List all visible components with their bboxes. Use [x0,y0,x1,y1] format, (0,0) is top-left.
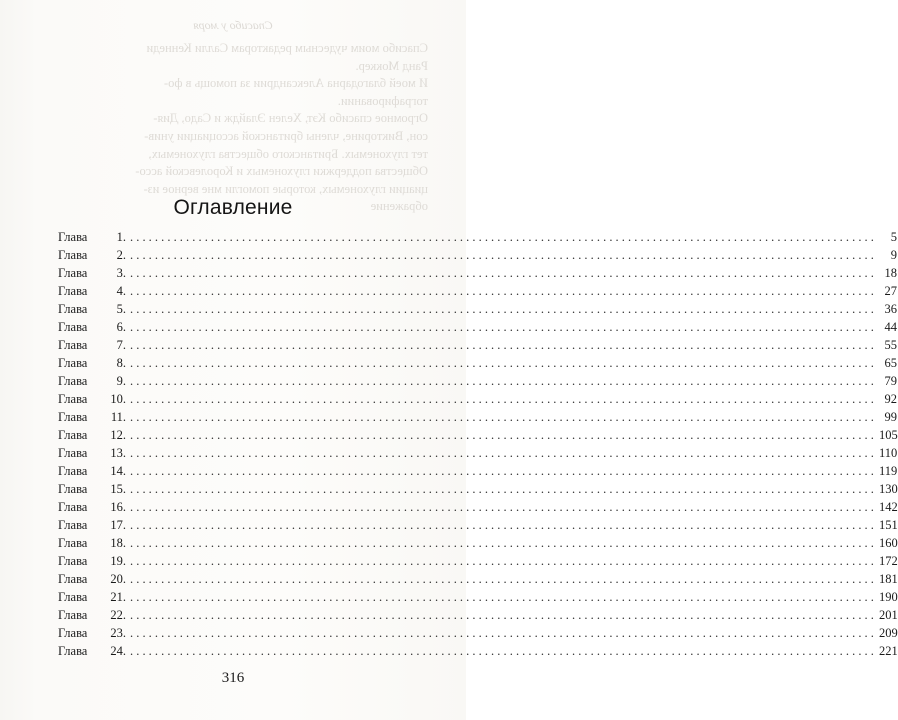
chapter-number: 19. [110,554,126,568]
chapter-word: Глава [58,446,88,460]
chapter-word: Глава [58,500,88,514]
toc-entry [58,608,898,626]
dot-leader: ........................................................................................................................ [130,446,877,460]
chapter-page: 181 [879,572,898,586]
bleed-through-line: Ранд Моккер. [355,58,428,73]
chapter-number: 21. [110,590,126,604]
chapter-page: 5 [890,230,897,244]
bleed-through-line: Спасибо моим чудесным редакторам Салли Кеннеди [146,41,428,55]
toc-entry [58,320,897,338]
chapter-page: 151 [879,518,898,532]
dot-leader: ........................................................................................................................ [130,338,877,352]
dot-leader: ........................................................................................................................ [130,356,877,370]
dot-leader: ........................................................................................................................ [130,464,877,478]
chapter-word: Глава [58,464,88,478]
chapter-page: 119 [879,464,898,478]
chapter-word: Глава [58,590,88,604]
dot-leader: ........................................................................................................................ [130,266,877,280]
toc-entry [58,266,897,284]
chapter-page: 142 [879,500,898,514]
chapter-page: 65 [884,356,897,370]
bleed-through-line: циации глухонемых, которые помогли мне верное из- [143,181,428,196]
dot-leader: ........................................................................................................................ [130,536,877,550]
chapter-page: 18 [884,266,897,280]
toc-entry [58,230,897,248]
chapter-page: 201 [879,608,898,622]
chapter-number: 7. [116,338,126,352]
chapter-word: Глава [58,482,88,496]
chapter-word: Глава [58,356,88,370]
toc-entry [58,410,897,428]
dot-leader: ........................................................................................................................ [130,608,877,622]
chapter-page: 209 [879,626,898,640]
chapter-word: Глава [58,374,88,388]
chapter-word: Глава [58,230,88,244]
chapter-word: Глава [58,644,88,658]
dot-leader: ........................................................................................................................ [130,428,877,442]
toc-entry [58,518,898,536]
toc-entry [58,428,898,446]
chapter-page: 79 [884,374,897,388]
chapter-word: Глава [58,338,88,352]
dot-leader: ........................................................................................................................ [130,626,877,640]
toc-entry [58,536,898,554]
chapter-word: Глава [58,608,88,622]
chapter-number: 14. [110,464,126,478]
toc-entry [58,626,898,644]
chapter-page: 130 [879,482,898,496]
chapter-word: Глава [58,572,88,586]
chapter-page: 55 [884,338,897,352]
dot-leader: ........................................................................................................................ [130,230,877,244]
dot-leader: ........................................................................................................................ [130,590,877,604]
chapter-word: Глава [58,536,88,550]
toc-entry [58,392,897,410]
bleed-through-line: тет глухонемых. Британского общества глухонемых, [148,146,428,161]
toc-entry [58,590,898,608]
bleed-through-line: тографировании. [337,93,428,108]
chapter-number: 4. [116,284,126,298]
chapter-number: 20. [110,572,126,586]
toc-entry [58,554,898,572]
toc-entry [58,284,897,302]
toc-entry [58,356,897,374]
toc-entry [58,302,897,320]
chapter-number: 11. [110,410,126,424]
chapter-word: Глава [58,410,88,424]
chapter-number: 5. [116,302,126,316]
toc-entry [58,374,897,392]
bleed-through-text [48,40,428,216]
chapter-number: 10. [110,392,126,406]
chapter-page: 160 [879,536,898,550]
chapter-page: 190 [879,590,898,604]
chapter-word: Глава [58,320,88,334]
chapter-word: Глава [58,266,88,280]
chapter-page: 99 [884,410,897,424]
chapter-number: 13. [110,446,126,460]
chapter-word: Глава [58,518,88,532]
chapter-word: Глава [58,428,88,442]
chapter-page: 92 [884,392,897,406]
toc-title: Оглавление [173,196,293,219]
dot-leader: ........................................................................................................................ [130,500,877,514]
dot-leader: ........................................................................................................................ [130,644,877,658]
chapter-number: 1. [116,230,126,244]
chapter-word: Глава [58,554,88,568]
chapter-page: 110 [879,446,898,460]
chapter-page: 172 [879,554,898,568]
toc-entry [58,338,897,356]
chapter-number: 24. [110,644,126,658]
toc-entry [58,644,898,662]
toc-entry [58,500,898,518]
dot-leader: ........................................................................................................................ [130,302,877,316]
dot-leader: ........................................................................................................................ [130,518,877,532]
chapter-page: 44 [884,320,897,334]
chapter-number: 8. [116,356,126,370]
chapter-number: 16. [110,500,126,514]
dot-leader: ........................................................................................................................ [130,320,877,334]
chapter-page: 36 [884,302,897,316]
toc-entry [58,464,898,482]
chapter-word: Глава [58,302,88,316]
bleed-through-line: сон, Викторине, члены британской ассоциации унив- [144,128,428,143]
chapter-page: 105 [879,428,898,442]
dot-leader: ........................................................................................................................ [130,248,877,262]
dot-leader: ........................................................................................................................ [130,284,877,298]
dot-leader: ........................................................................................................................ [130,374,877,388]
chapter-number: 2. [116,248,126,262]
chapter-word: Глава [58,626,88,640]
bleed-through-header: Спасибо у моря [193,18,273,32]
bleed-through-line: И моей благодарна Александрии за помощь в фо- [164,76,428,91]
chapter-number: 18. [110,536,126,550]
chapter-number: 15. [110,482,126,496]
toc-entry [58,248,897,266]
bleed-through-line: Огромное спасибо Кэт, Хелен Элайдж и Садо, Дия- [153,111,428,126]
chapter-word: Глава [58,248,88,262]
toc-entry [58,572,898,590]
chapter-number: 17. [110,518,126,532]
chapter-number: 3. [116,266,126,280]
chapter-number: 12. [110,428,126,442]
chapter-word: Глава [58,284,88,298]
chapter-number: 6. [116,320,126,334]
table-of-contents [58,230,898,662]
chapter-number: 23. [110,626,126,640]
bleed-through-line: ображение [370,199,428,214]
chapter-page: 221 [879,644,898,658]
toc-entry [58,446,898,464]
dot-leader: ........................................................................................................................ [130,482,877,496]
dot-leader: ........................................................................................................................ [130,554,877,568]
dot-leader: ........................................................................................................................ [130,572,877,586]
chapter-word: Глава [58,392,88,406]
dot-leader: ........................................................................................................................ [130,392,877,406]
page-number: 316 [221,670,245,686]
dot-leader: ........................................................................................................................ [130,410,877,424]
toc-entry [58,482,898,500]
chapter-page: 9 [890,248,897,262]
bleed-through-line: Общества поддержки глухонемых и Королевской ассо- [135,164,428,179]
chapter-number: 22. [110,608,126,622]
chapter-page: 27 [884,284,897,298]
chapter-number: 9. [116,374,126,388]
